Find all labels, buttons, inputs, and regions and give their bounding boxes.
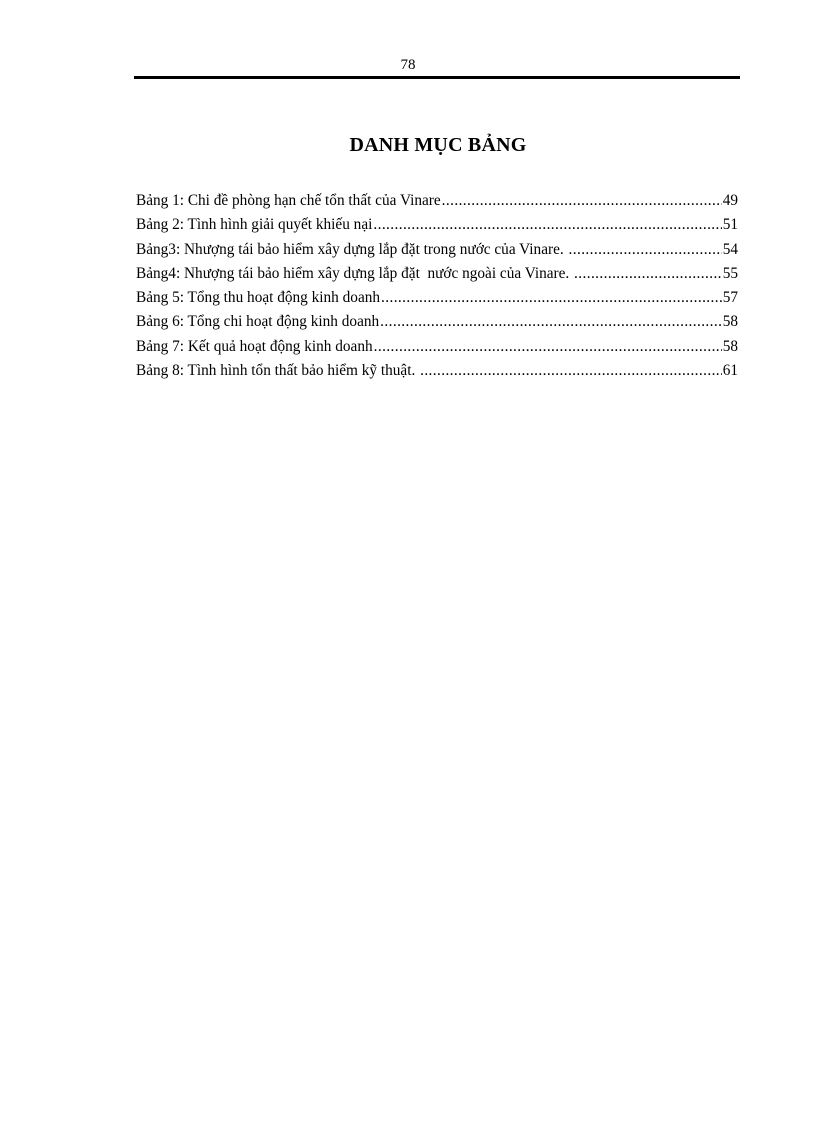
toc-entry-label: Bảng 2: Tình hình giải quyết khiếu nại — [136, 216, 373, 234]
toc-entry-label: Bảng 6: Tổng chi hoạt động kinh doanh — [136, 313, 380, 331]
page-number: 78 — [400, 57, 416, 73]
toc-entry-page: 55 — [722, 264, 738, 282]
toc-dot-leader — [373, 213, 721, 237]
toc-entry-page: 58 — [722, 313, 738, 331]
page-title: DANH MỤC BẢNG — [349, 134, 527, 156]
toc-entry-label: Bảng 7: Kết quả hoạt động kinh doanh — [136, 337, 373, 355]
toc-entry-label: Bảng 1: Chi đề phòng hạn chế tổn thất của Vinare — [136, 192, 441, 209]
toc-dot-leader — [574, 262, 722, 286]
table-of-tables — [136, 189, 738, 383]
toc-entry-page: 58 — [722, 337, 738, 355]
toc-entry-label: Bảng 5: Tổng thu hoạt động kinh doanh — [136, 289, 381, 307]
toc-dot-leader — [380, 310, 722, 334]
toc-entry[interactable] — [136, 238, 738, 262]
toc-entry-page: 57 — [722, 289, 738, 307]
header-rule — [134, 76, 740, 79]
toc-entry[interactable] — [136, 189, 738, 213]
toc-dot-leader — [420, 359, 722, 383]
toc-dot-leader — [442, 189, 722, 213]
toc-entry-label: Bảng3: Nhượng tái bảo hiểm xây dựng lắp đặt trong nước của Vinare. — [136, 240, 568, 258]
toc-entry[interactable] — [136, 359, 738, 383]
toc-entry-label: Bảng 8: Tình hình tổn thất bảo hiểm kỹ thuật. — [136, 362, 420, 380]
toc-dot-leader — [569, 238, 722, 262]
toc-entry-page: 54 — [722, 240, 738, 258]
toc-entry[interactable] — [136, 310, 738, 334]
toc-dot-leader — [374, 335, 722, 359]
toc-entry-page: 51 — [722, 216, 738, 234]
toc-dot-leader — [381, 286, 722, 310]
toc-entry-page: 49 — [722, 192, 738, 209]
toc-entry-page: 61 — [722, 362, 738, 380]
toc-entry[interactable] — [136, 335, 738, 359]
toc-entry[interactable] — [136, 213, 738, 237]
toc-entry-label: Bảng4: Nhượng tái bảo hiểm xây dựng lắp đặt nước ngoài của Vinare. — [136, 264, 574, 282]
toc-entry[interactable] — [136, 262, 738, 286]
toc-entry[interactable] — [136, 286, 738, 310]
